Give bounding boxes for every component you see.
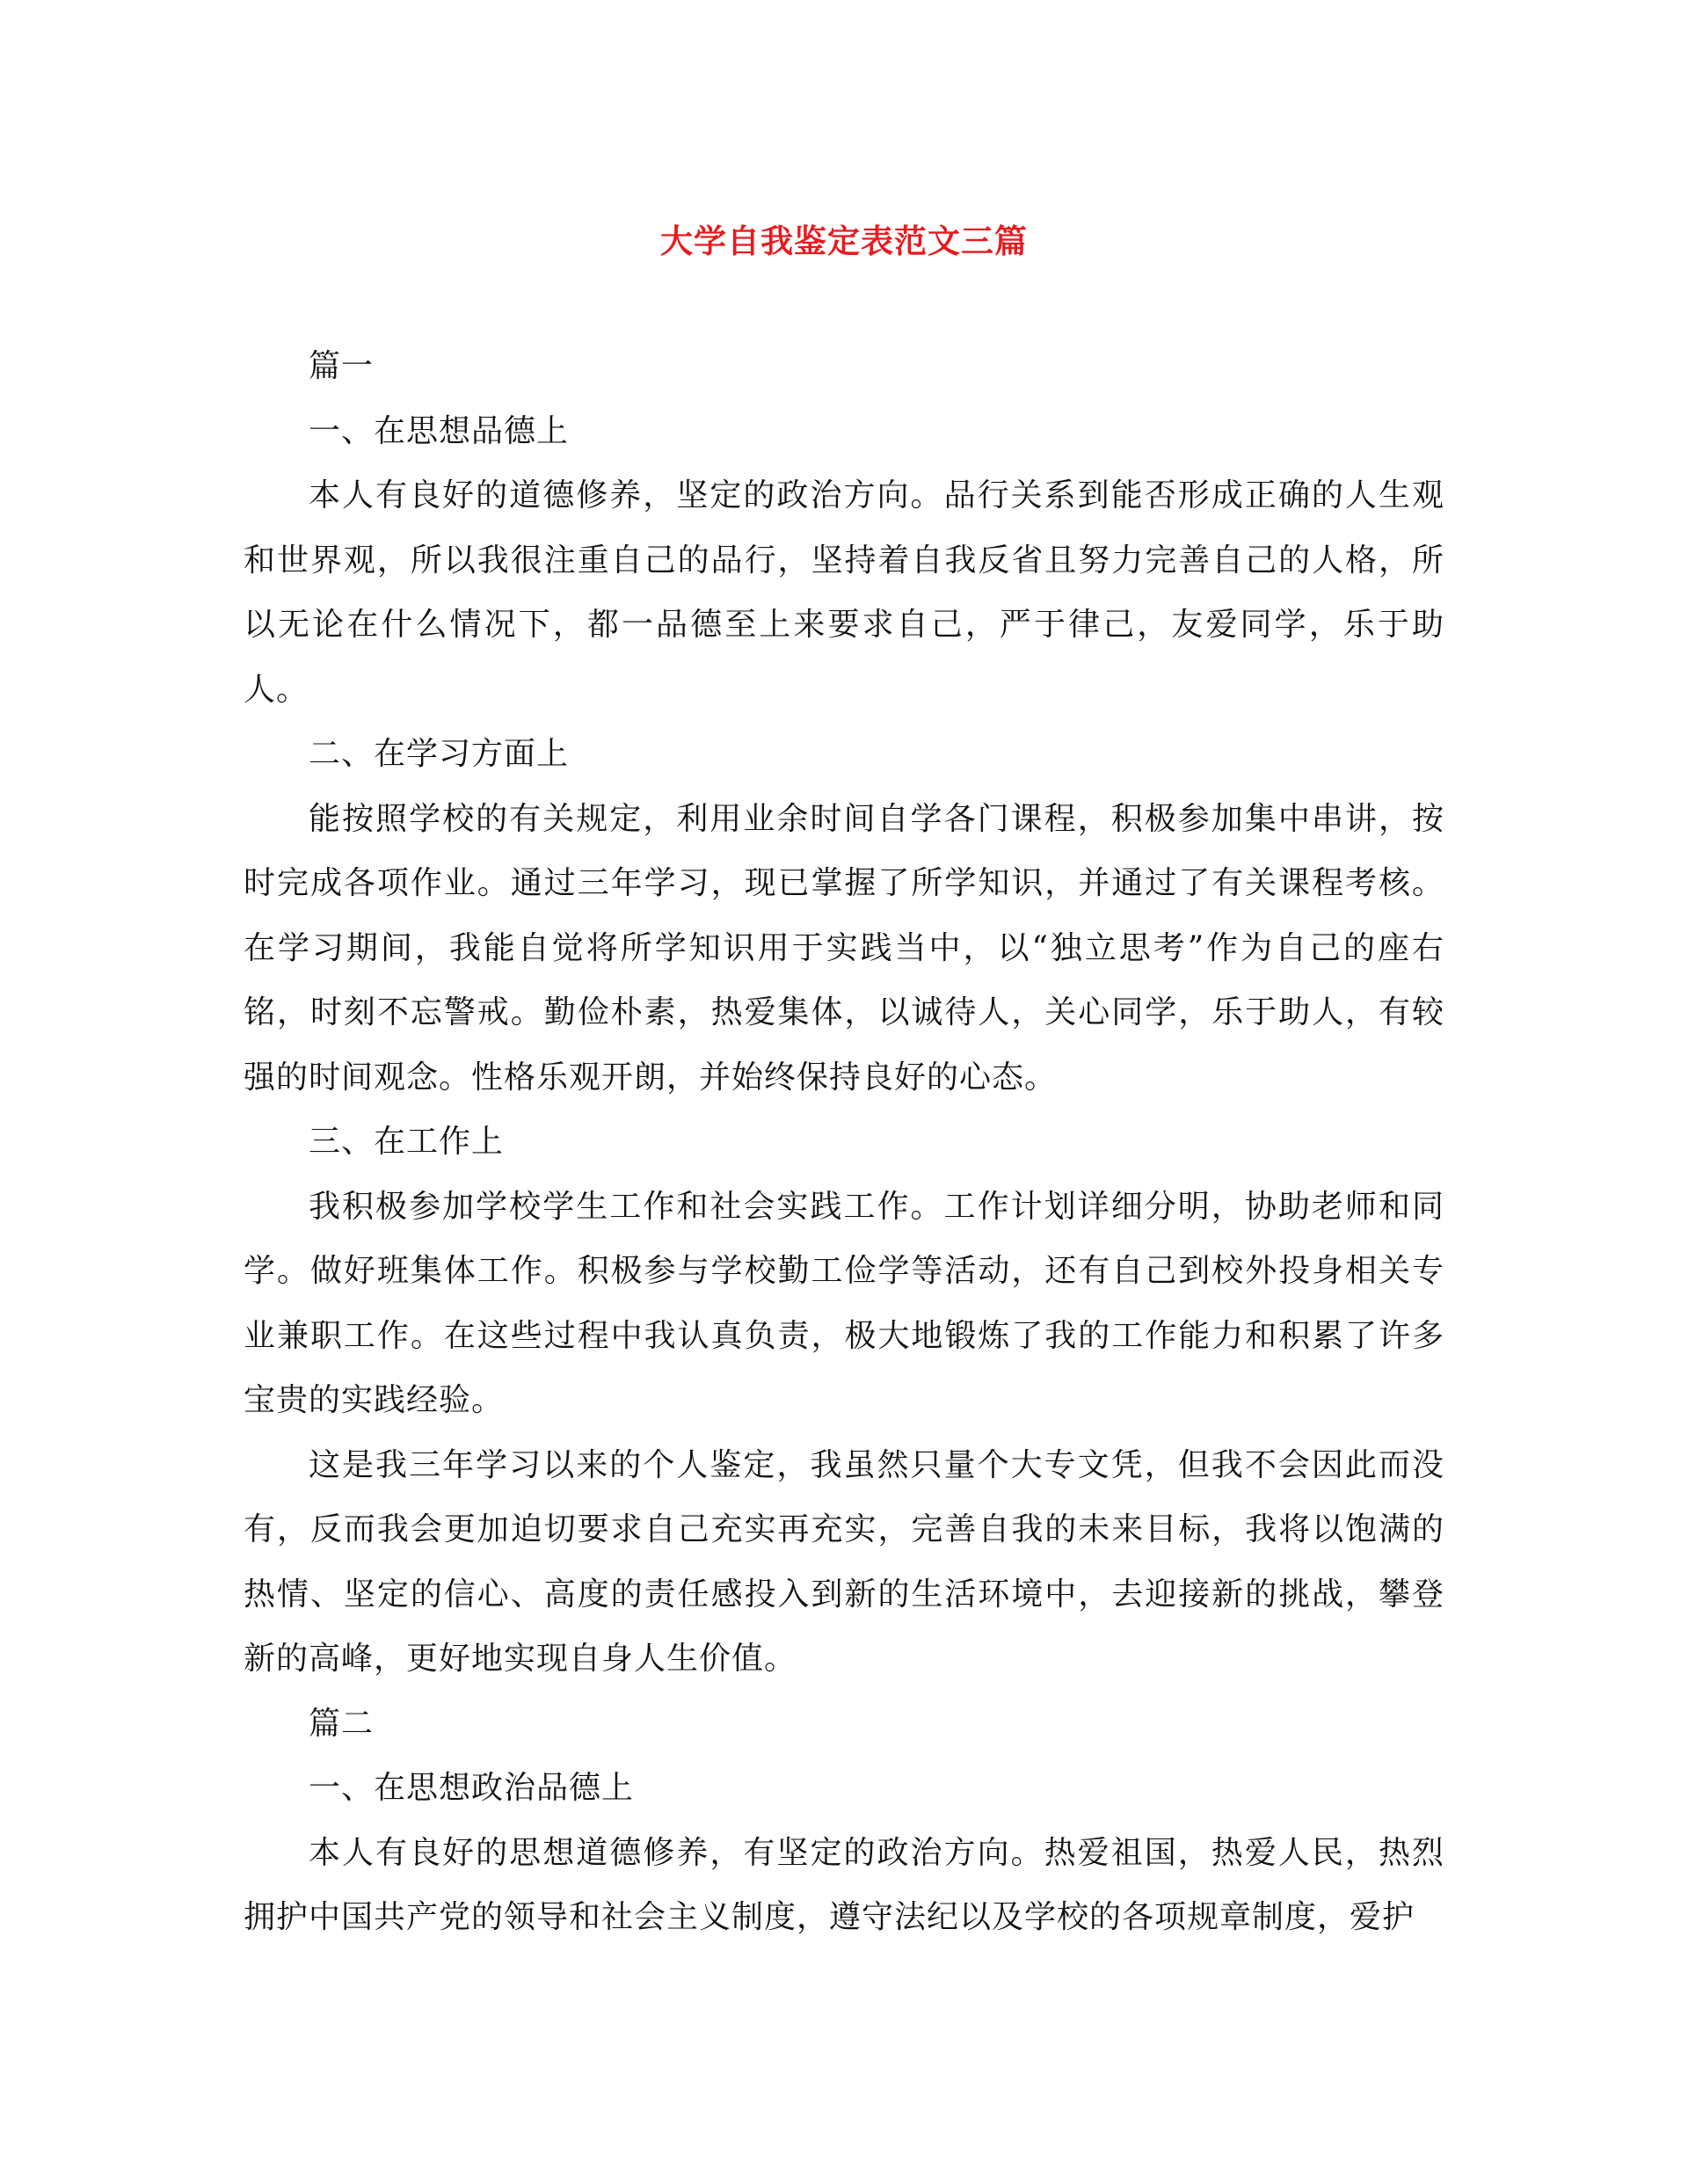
subsection-heading: 二、在学习方面上 [309, 736, 570, 772]
subsection-heading: 一、在思想政治品德上 [309, 1770, 635, 1806]
subsection-heading: 三、在工作上 [309, 1124, 505, 1160]
body-paragraph: 本人有良好的思想道德修养，有坚定的政治方向。热爱祖国，热爱人民，热烈拥护中国共产党的领导和社会主义制度，遵守法纪以及学校的各项规章制度，爱护 [244, 1834, 1444, 1935]
section-heading: 篇二 [309, 1705, 375, 1742]
section-heading: 篇一 [309, 348, 375, 384]
subsection-heading: 一、在思想品德上 [309, 412, 570, 449]
document-title: 大学自我鉴定表范文三篇 [660, 222, 1028, 260]
body-paragraph: 能按照学校的有关规定，利用业余时间自学各门课程，积极参加集中串讲，按时完成各项作业。通过三年学习，现已掌握了所学知识，并通过了有关课程考核。在学习期间，我能自觉将所学知识用于实践当中，以“独立思考”作为自己的座右铭，时刻不忘警戒。勤俭朴素，热爱集体，以诚待人，关心同学，乐于助人，有较强的时间观念。性格乐观开朗，并始终保持良好的心态。 [244, 800, 1444, 1096]
body-paragraph: 这是我三年学习以来的个人鉴定，我虽然只量个大专文凭，但我不会因此而没有，反而我会更加迫切要求自己充实再充实，完善自我的未来目标，我将以饱满的热情、坚定的信心、高度的责任感投入到新的生活环境中，去迎接新的挑战，攀登新的高峰，更好地实现自身人生价值。 [244, 1446, 1444, 1677]
body-paragraph: 我积极参加学校学生工作和社会实践工作。工作计划详细分明，协助老师和同学。做好班集体工作。积极参与学校勤工俭学等活动，还有自己到校外投身相关专业兼职工作。在这些过程中我认真负责，极大地锻炼了我的工作能力和积累了许多宝贵的实践经验。 [244, 1188, 1444, 1418]
body-paragraph: 本人有良好的道德修养，坚定的政治方向。品行关系到能否形成正确的人生观和世界观，所以我很注重自己的品行，坚持着自我反省且努力完善自己的人格，所以无论在什么情况下，都一品德至上来要求自己，严于律己，友爱同学，乐于助人。 [244, 477, 1444, 708]
document-body [244, 334, 1444, 1950]
